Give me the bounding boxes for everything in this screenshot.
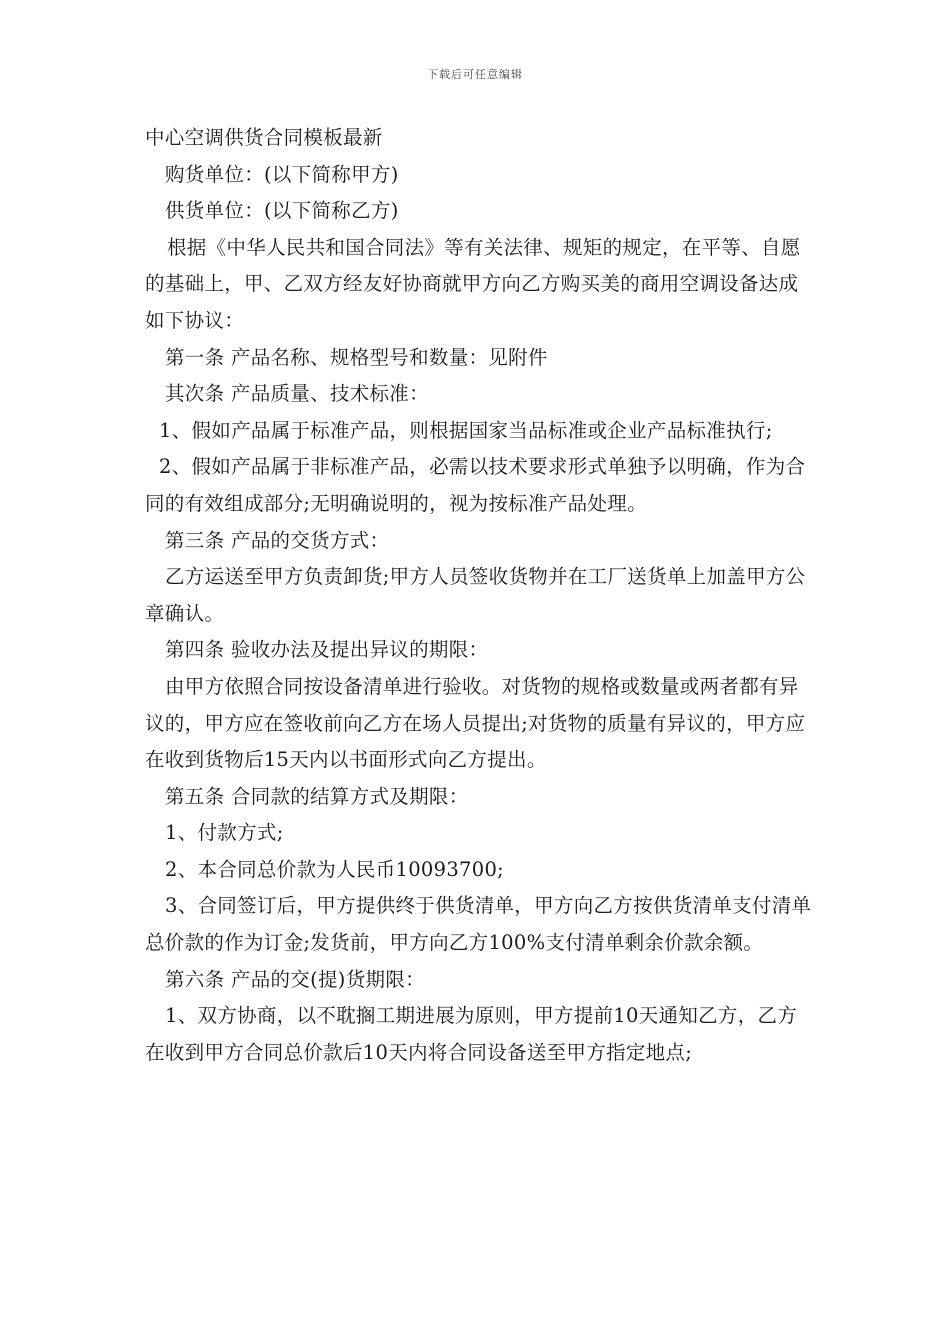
article-2-item-2: 2、假如产品属于非标准产品，必需以技术要求形式单独予以明确，作为合同的有效组成部分;无明确说明的，视为按标准产品处理。 [145,455,806,515]
article-5-item-3: 3、合同签订后，甲方提供终于供货清单，甲方向乙方按供货清单支付清单总价款的作为订金;发货前，甲方向乙方100%支付清单剩余价款余额。 [145,894,812,955]
article-1-heading: 第一条 产品名称、规格型号和数量：见附件 [165,345,548,369]
article-5-item-2: 2、本合同总价款为人民币10093700; [165,857,505,881]
article-2-heading: 其次条 产品质量、技术标准： [165,382,429,406]
document-title: 中心空调供货合同模板最新 [145,126,383,149]
article-3-heading: 第三条 产品的交货方式： [165,528,390,552]
page-header-note: 下载后可任意编辑 [427,68,523,81]
article-6-heading: 第六条 产品的交(提)货期限： [165,967,425,991]
article-4-heading: 第四条 验收办法及提出异议的期限： [165,638,489,662]
article-5-heading: 第五条 合同款的结算方式及期限： [165,784,469,808]
article-3-body: 乙方运送至甲方负责卸货;甲方人员签收货物并在工厂送货单上加盖甲方公章确认。 [145,565,806,625]
article-6-item-1: 1、双方协商，以不耽搁工期进展为原则，甲方提前10天通知乙方，乙方在收到甲方合同总价款后10天内将合同设备送至甲方指定地点; [145,1004,798,1064]
paragraph-preamble: 根据《中华人民共和国合同法》等有关法律、规矩的规定，在平等、自愿的基础上，甲、乙双方经友好协商就甲方向乙方购买美的商用空调设备达成如下协议： [145,235,801,332]
paragraph-supplier: 供货单位：(以下简称乙方) [165,199,399,223]
document-body [145,120,815,1071]
article-4-body: 由甲方依照合同按设备清单进行验收。对货物的规格或数量或两者都有异议的，甲方应在签收前向乙方在场人员提出;对货物的质量有异议的，甲方应在收到货物后15天内以书面形式向乙方提出。 [145,674,806,772]
article-2-item-1: 1、假如产品属于标准产品，则根据国家当品标准或企业产品标准执行; [159,418,773,442]
article-5-item-1: 1、付款方式; [165,821,284,845]
paragraph-buyer: 购货单位：(以下简称甲方) [165,162,399,186]
